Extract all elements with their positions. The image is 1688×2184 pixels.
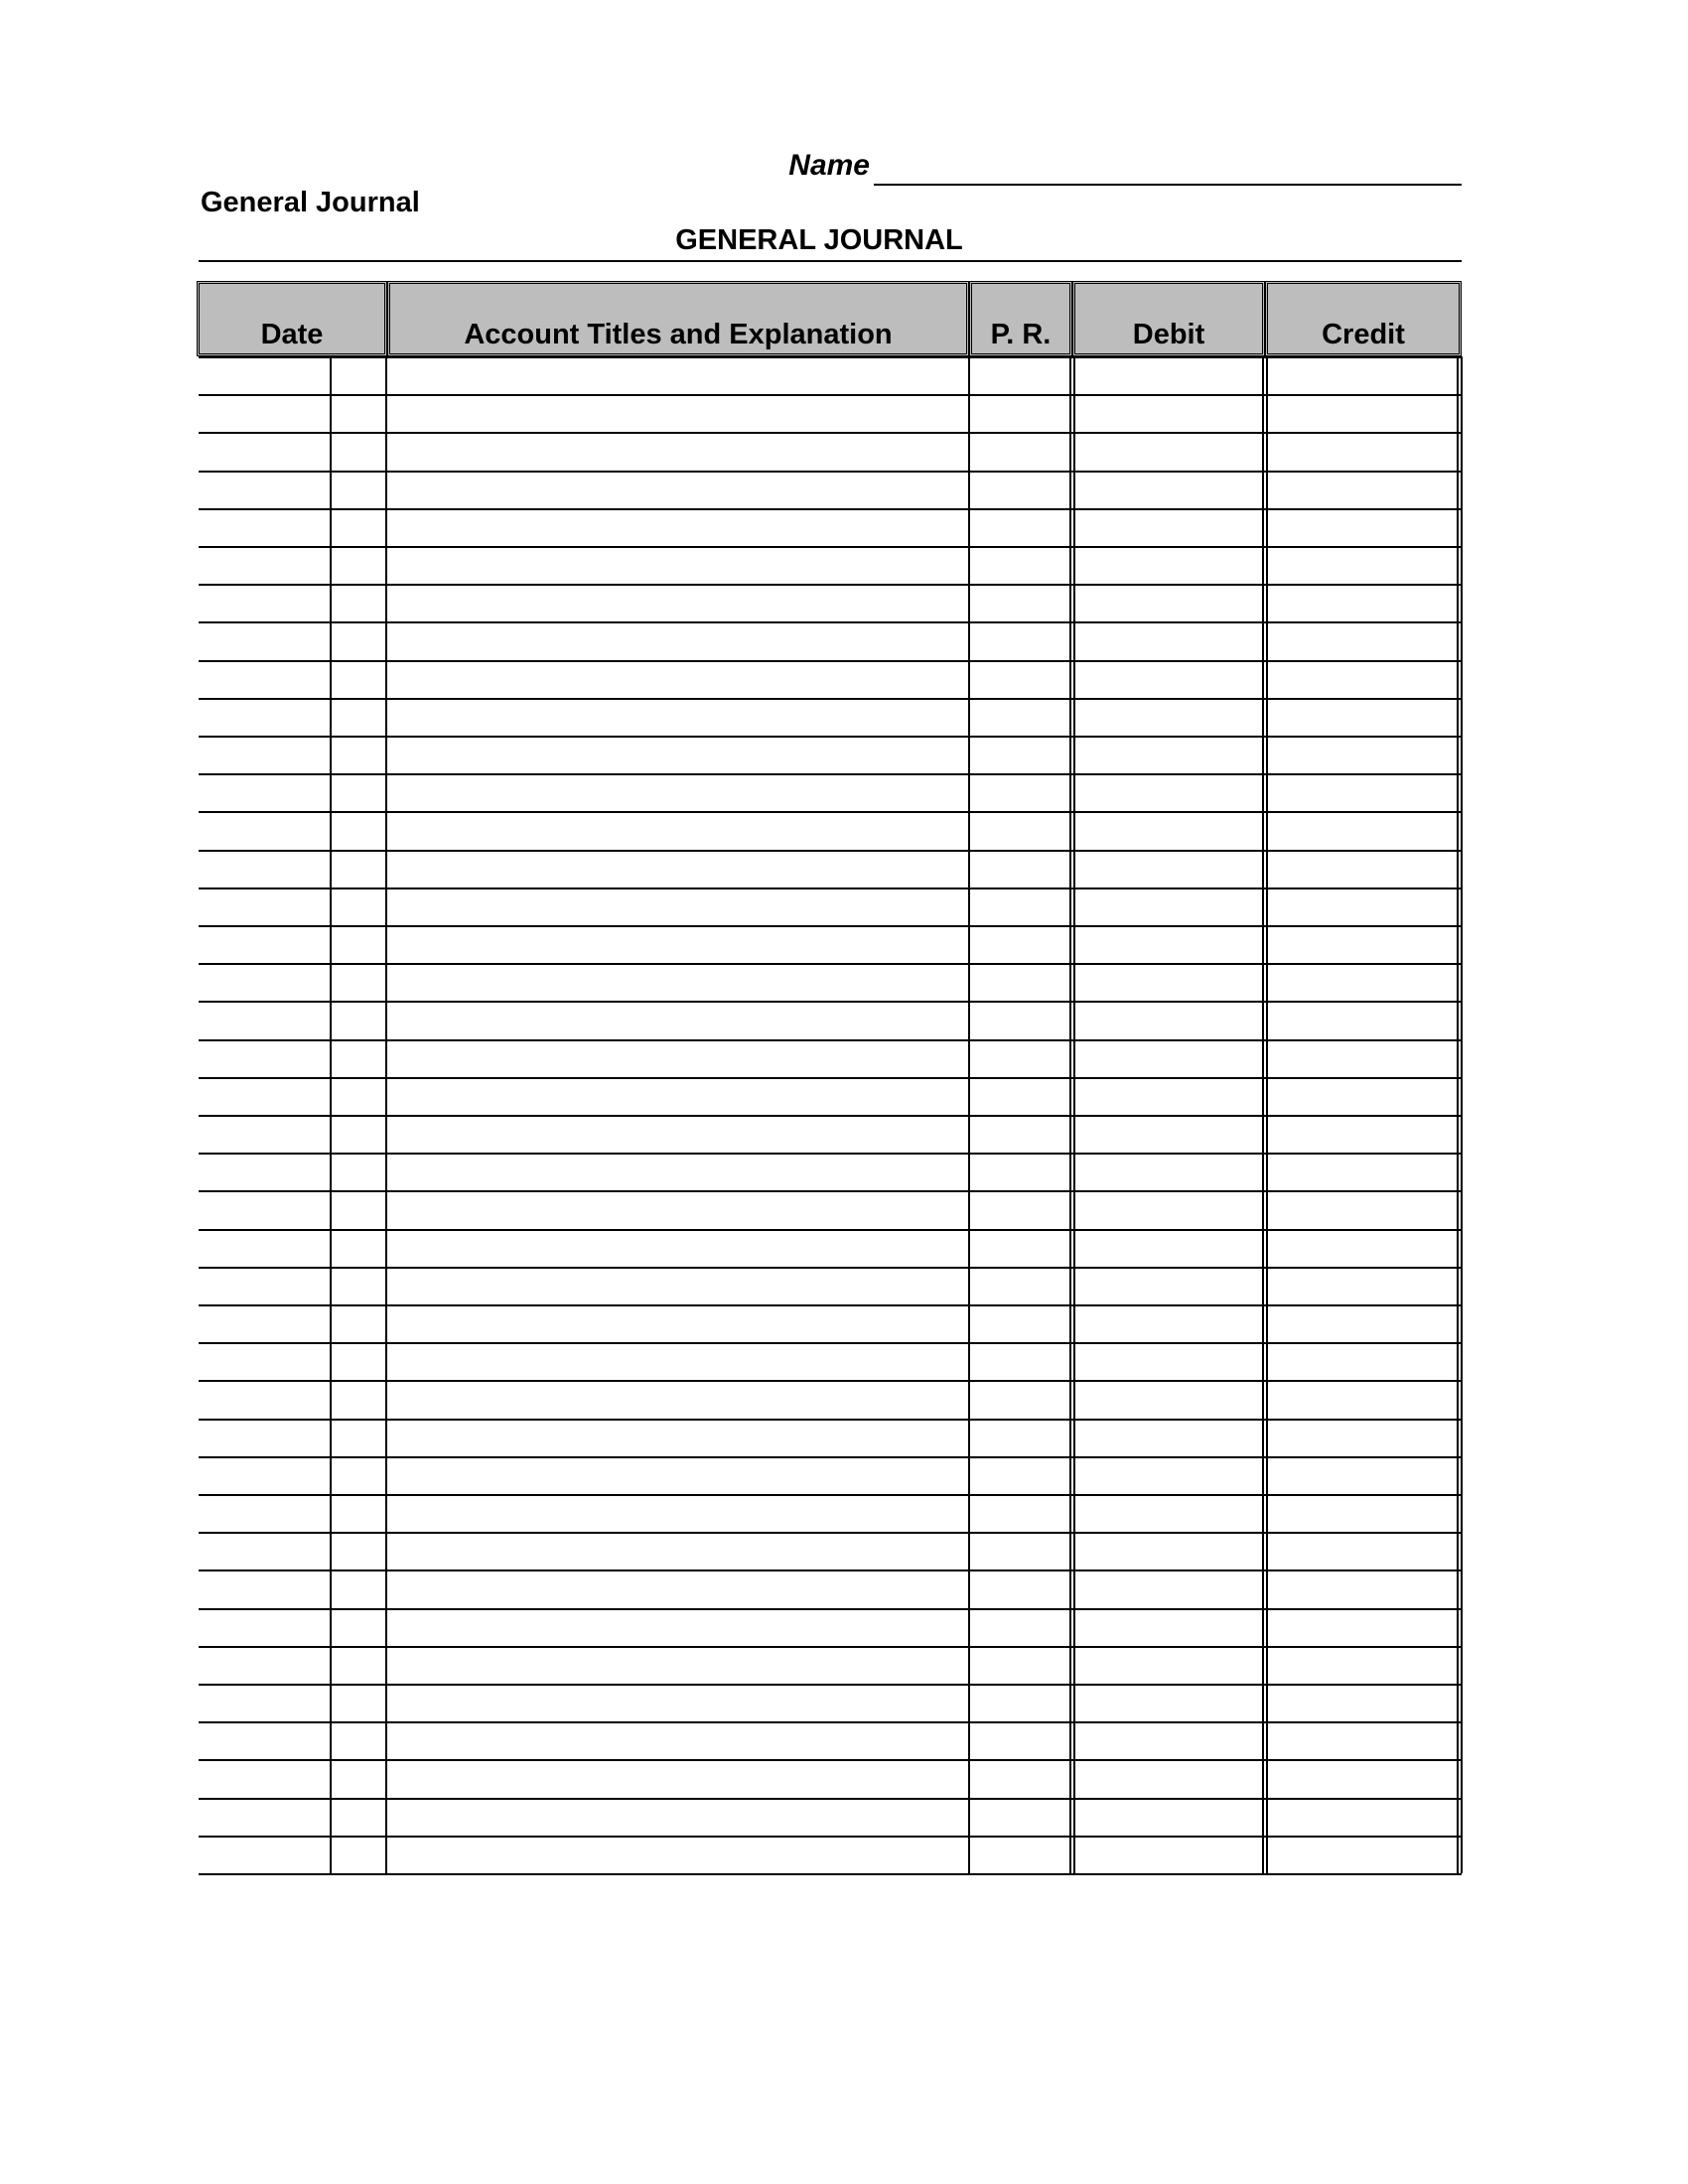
row-rule — [199, 887, 1462, 889]
row-rule — [199, 1190, 1462, 1192]
row-rule — [199, 1798, 1462, 1800]
column-header-account-titles: Account Titles and Explanation — [387, 281, 969, 356]
row-rule — [199, 1077, 1462, 1079]
row-rule — [199, 1570, 1462, 1571]
row-rule — [199, 508, 1462, 510]
row-rule — [199, 1419, 1462, 1421]
row-rule — [199, 1646, 1462, 1648]
row-rule — [199, 1684, 1462, 1686]
page-title: GENERAL JOURNAL — [675, 224, 963, 256]
row-rule — [199, 1380, 1462, 1382]
column-header-pr: P. R. — [969, 281, 1072, 356]
debit-column-divider-b — [1073, 356, 1075, 1873]
row-rule — [199, 736, 1462, 738]
table-right-edge-b — [1461, 356, 1463, 1873]
column-header-debit: Debit — [1072, 281, 1265, 356]
row-rule — [199, 546, 1462, 548]
row-rule — [199, 1873, 1462, 1875]
debit-column-divider-a — [1069, 356, 1071, 1873]
name-label: Name — [788, 149, 870, 182]
row-rule — [199, 1456, 1462, 1458]
row-rule — [199, 1115, 1462, 1117]
account-column-divider — [385, 356, 387, 1873]
table-right-edge-a — [1457, 356, 1459, 1873]
name-field-line[interactable] — [874, 184, 1462, 186]
row-rule — [199, 621, 1462, 623]
row-rule — [199, 1153, 1462, 1155]
row-rule — [199, 394, 1462, 396]
row-rule — [199, 584, 1462, 586]
row-rule — [199, 432, 1462, 434]
row-rule — [199, 1001, 1462, 1003]
column-header-date: Date — [197, 281, 387, 356]
row-rule — [199, 1608, 1462, 1610]
row-rule — [199, 1721, 1462, 1723]
row-rule — [199, 1532, 1462, 1534]
row-rule — [199, 1342, 1462, 1344]
row-rule — [199, 1267, 1462, 1269]
row-rule — [199, 1304, 1462, 1306]
pr-column-divider — [968, 356, 970, 1873]
credit-column-divider-b — [1266, 356, 1268, 1873]
page-subtitle: General Journal — [201, 187, 420, 218]
row-rule — [199, 1494, 1462, 1496]
row-rule — [199, 1759, 1462, 1761]
row-rule — [199, 698, 1462, 700]
row-rule — [199, 850, 1462, 852]
date-day-divider — [330, 356, 332, 1873]
row-rule — [199, 811, 1462, 813]
row-rule — [199, 963, 1462, 965]
row-rule — [199, 925, 1462, 927]
row-rule — [199, 471, 1462, 473]
row-rule — [199, 1836, 1462, 1838]
row-rule — [199, 1229, 1462, 1231]
row-rule — [199, 773, 1462, 775]
row-rule — [199, 1039, 1462, 1041]
title-rule — [199, 260, 1462, 262]
credit-column-divider-a — [1262, 356, 1264, 1873]
column-header-credit: Credit — [1265, 281, 1462, 356]
row-rule — [199, 356, 1462, 358]
row-rule — [199, 660, 1462, 662]
